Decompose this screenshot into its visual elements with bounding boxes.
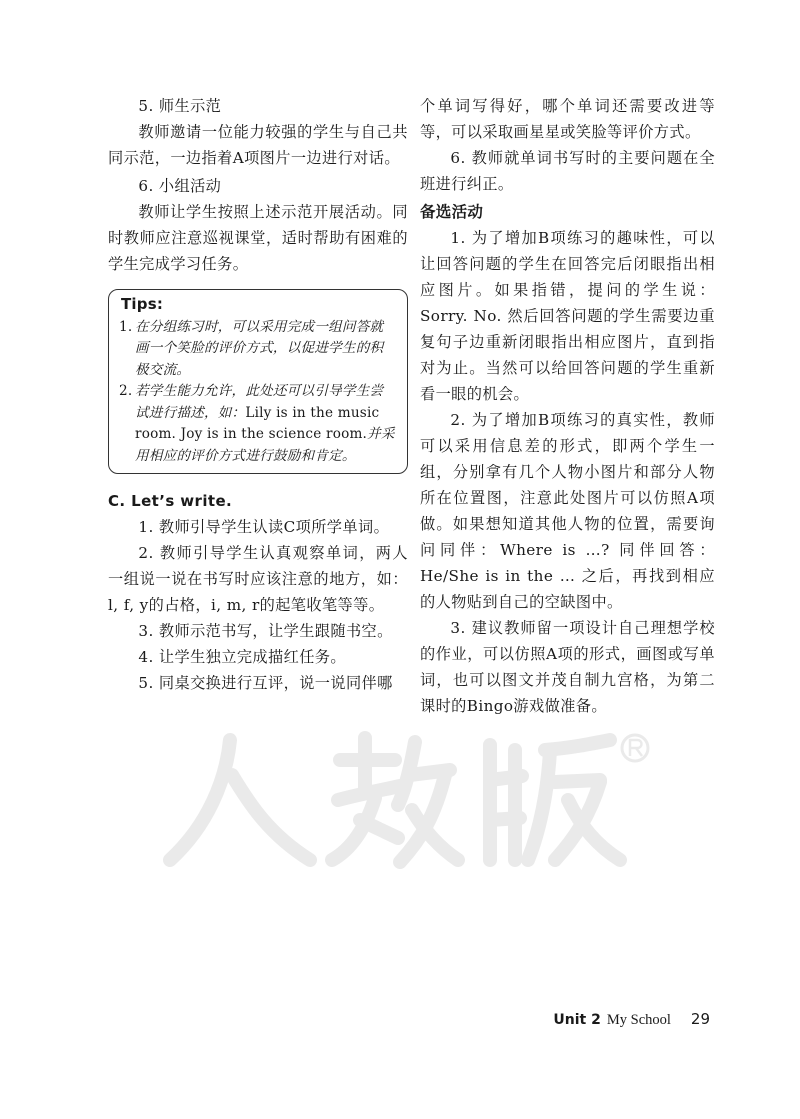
optional-activity-3: 3. 建议教师留一项设计自己理想学校的作业，可以仿照A项的形式，画图或写单词，也可以图文并茂自制九宫格，为第二课时的Bingo游戏做准备。 [420,619,715,715]
write-step-6: 6. 教师就单词书写时的主要问题在全班进行纠正。 [420,149,715,193]
write-step-4: 4. 让学生独立完成描红任务。 [138,648,346,666]
section-heading-optional-activities: 备选活动 [420,203,484,221]
tip-text-part: 并采用相应的评价方式进行鼓励和肯定。 [135,426,395,464]
item5-title: 5. 师生示范 [138,97,222,115]
footer-unit-title: My School [606,1012,671,1028]
tips-title: Tips: [121,295,164,313]
write-step-2: 2. 教师引导学生认真观察单词，两人一组说一说在书写时应该注意的地方，如：l, f, y的占格，i, m, r的起笔收笔等等。 [108,544,408,614]
item6-body: 教师让学生按照上述示范开展活动。同时教师应注意巡视课堂，适时帮助有困难的学生完成学习任务。 [108,203,408,273]
optional-activity-1: 1. 为了增加B项练习的趣味性，可以让回答问题的学生在回答完后闭眼指出相应图片。如果指错，提问的学生说：Sorry. No. 然后回答问题的学生需要边重复句子边重新闭眼指出相应图片，直到指对为止。当然可以给回答问题的学生重新看一眼的机会。 [420,229,715,403]
registered-mark-icon [622,735,648,761]
write-step-1: 1. 教师引导学生认读C项所学单词。 [138,518,390,536]
tip-number: 2. [119,383,133,399]
tip-text-part: 若学生能力允许，此处还可以引导学生尝试进行描述，如： [135,383,384,421]
section-heading-lets-write: C. Let’s write. [108,492,233,510]
optional-activity-2: 2. 为了增加B项练习的真实性，教师可以采用信息差的形式，即两个学生一组，分别拿有几个人物小图片和部分人物所在位置图，注意此处图片可以仿照A项做。如果想知道其他人物的位置，需要询问同伴：Where is …? 同伴回答：He/She is in the … 之后，再找到相应的人物贴到自己的空缺图中。 [420,411,715,611]
tip-item-2 [119,381,397,467]
page-footer [553,1010,710,1029]
tip-item-1 [119,317,397,382]
tip-number: 1. [119,318,133,335]
tip-text [135,381,397,467]
item6-title: 6. 小组活动 [138,177,222,195]
right-column [420,93,715,719]
item5-body: 教师邀请一位能力较强的学生与自己共同示范，一边指着A项图片一边进行对话。 [108,123,408,167]
tip-example-sentence: Lily is in the music room. Joy is in the science room. [135,404,380,442]
write-step-3: 3. 教师示范书写，让学生跟随书空。 [138,622,393,640]
tips-box [108,289,408,474]
write-step-5: 5. 同桌交换进行互评，说一说同伴哪 [138,674,393,692]
footer-unit-label: Unit 2 [553,1012,601,1028]
page-number: 29 [690,1010,710,1028]
publisher-watermark-logo [160,720,660,880]
left-column [108,93,408,696]
tip-text: 在分组练习时，可以采用完成一组问答就画一个笑脸的评价方式，以促进学生的积极交流。 [135,318,384,378]
continued-text: 个单词写得好，哪个单词还需要改进等等，可以采取画星星或笑脸等评价方式。 [420,97,715,141]
